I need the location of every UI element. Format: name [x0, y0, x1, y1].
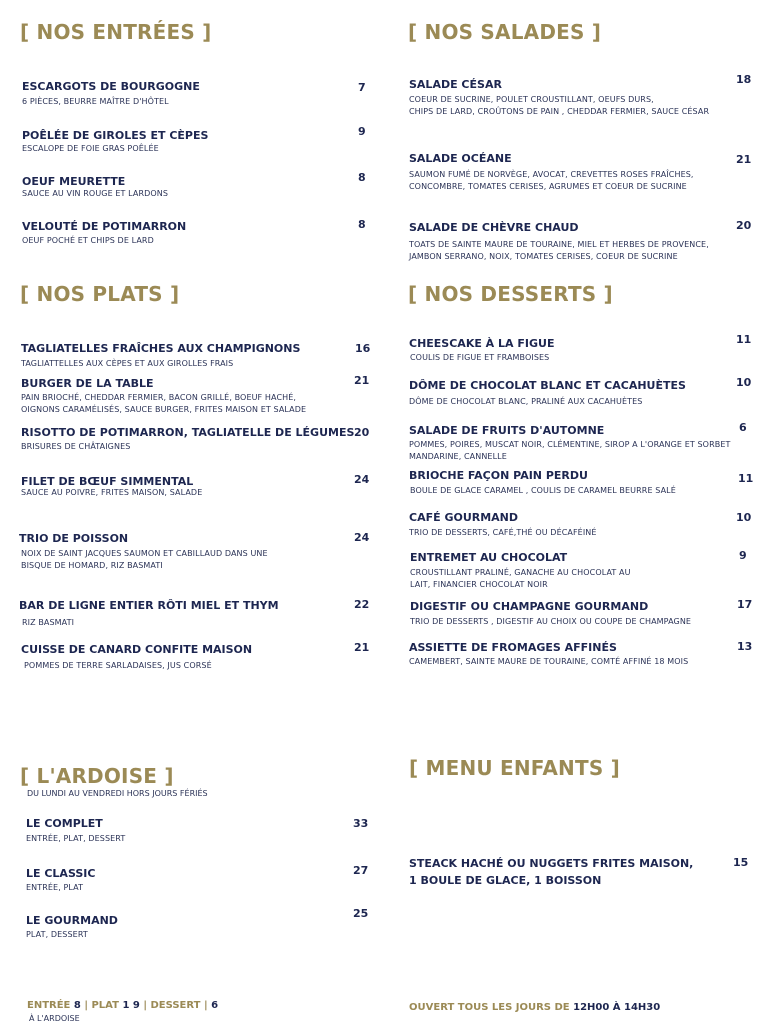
menu-item-name: SALADE DE FRUITS D'AUTOMNE [409, 424, 605, 437]
menu-item-name: RISOTTO DE POTIMARRON, TAGLIATELLE DE LÉGUMES [21, 426, 355, 439]
menu-item-name: DÔME DE CHOCOLAT BLANC ET CACAHUÈTES [409, 379, 686, 392]
menu-item-desc: SAUMON FUMÉ DE NORVÈGE, AVOCAT, CREVETTES ROSES FRAÎCHES, [409, 170, 694, 179]
footer-note: À L'ARDOISE [29, 1014, 80, 1023]
section-title-enfants: [ MENU ENFANTS ] [409, 756, 620, 780]
menu-item-desc: TOATS DE SAINTE MAURE DE TOURAINE, MIEL ET HERBES DE PROVENCE, [409, 240, 709, 249]
ardoise-subtitle: DU LUNDI AU VENDREDI HORS JOURS FÉRIÉS [27, 789, 208, 798]
menu-item-name: SALADE CÉSAR [409, 78, 502, 91]
menu-item-desc: 6 PIÈCES, BEURRE MAÎTRE D'HÔTEL [22, 97, 169, 106]
menu-item-price: 9 [358, 125, 366, 138]
menu-item-desc: BRISURES DE CHÂTAIGNES [21, 442, 131, 451]
footer-separator: | [203, 1000, 212, 1011]
menu-item-name: POÊLÉE DE GIROLES ET CÈPES [22, 129, 209, 142]
menu-item-desc: DÔME DE CHOCOLAT BLANC, PRALINÉ AUX CACAHUÈTES [409, 397, 643, 406]
section-title-entrees: [ NOS ENTRÉES ] [20, 20, 212, 44]
menu-item-name: TAGLIATELLES FRAÎCHES AUX CHAMPIGNONS [21, 342, 301, 355]
menu-item-price: 10 [736, 511, 752, 524]
opening-hours-time: 12H00 À 14H30 [573, 1002, 661, 1013]
menu-item-name: VELOUTÉ DE POTIMARRON [22, 220, 187, 233]
menu-item-desc: NOIX DE SAINT JACQUES SAUMON ET CABILLAUD DANS UNE [21, 549, 268, 558]
menu-item-name: TRIO DE POISSON [19, 532, 129, 545]
footer-plat-price: 1 9 [122, 1000, 140, 1011]
menu-item-name: ASSIETTE DE FROMAGES AFFINÉS [409, 641, 617, 654]
menu-item-name: CUISSE DE CANARD CONFITE MAISON [21, 643, 253, 656]
menu-item-name: BRIOCHE FAÇON PAIN PERDU [409, 469, 588, 482]
menu-item-price: 21 [354, 374, 370, 387]
menu-item-name: BAR DE LIGNE ENTIER RÔTI MIEL ET THYM [19, 599, 279, 612]
menu-item-price: 24 [354, 531, 370, 544]
menu-item-price: 8 [358, 171, 366, 184]
menu-item-price: 13 [737, 640, 753, 653]
menu-item-price: 25 [353, 907, 369, 920]
menu-item-price: 7 [358, 81, 366, 94]
menu-item-price: 21 [736, 153, 752, 166]
menu-item-desc: COULIS DE FIGUE ET FRAMBOISES [410, 353, 550, 362]
menu-item-desc: PLAT, DESSERT [26, 930, 88, 939]
menu-item-name: ENTREMET AU CHOCOLAT [410, 551, 568, 564]
menu-item-desc: JAMBON SERRANO, NOIX, TOMATES CERISES, COEUR DE SUCRINE [409, 252, 678, 261]
menu-item-name: DIGESTIF OU CHAMPAGNE GOURMAND [410, 600, 649, 613]
menu-item-name: SALADE OCÉANE [409, 152, 512, 165]
footer-entree-price: 8 [73, 1000, 81, 1011]
section-title-ardoise: [ L'ARDOISE ] [20, 764, 174, 788]
menu-item-desc: CHIPS DE LARD, CROÛTONS DE PAIN , CHEDDAR FERMIER, SAUCE CÉSAR [409, 107, 710, 116]
menu-item-name: OEUF MEURETTE [22, 175, 126, 188]
opening-hours [409, 1002, 660, 1013]
menu-item-desc: CAMEMBERT, SAINTE MAURE DE TOURAINE, COMTÉ AFFINÉ 18 MOIS [409, 657, 689, 666]
footer-plat-label: PLAT [91, 1000, 123, 1011]
menu-item-price: 8 [358, 218, 366, 231]
menu-item-price: 18 [736, 73, 752, 86]
menu-item-desc: TRIO DE DESSERTS , DIGESTIF AU CHOIX OU COUPE DE CHAMPAGNE [410, 617, 692, 626]
footer-separator: | [139, 1000, 151, 1011]
menu-item-name: LE CLASSIC [26, 867, 96, 880]
menu-item-desc: OIGNONS CARAMÉLISÉS, SAUCE BURGER, FRITES MAISON ET SALADE [21, 405, 307, 414]
menu-item-price: 11 [738, 472, 754, 485]
section-title-plats: [ NOS PLATS ] [20, 282, 180, 306]
footer-separator: | [80, 1000, 92, 1011]
menu-item-desc: LAIT, FINANCIER CHOCOLAT NOIR [410, 580, 548, 589]
menu-item-price: 15 [733, 856, 749, 869]
menu-item-desc: OEUF POCHÉ ET CHIPS DE LARD [22, 236, 154, 245]
section-title-desserts: [ NOS DESSERTS ] [408, 282, 613, 306]
menu-item-price: 33 [353, 817, 369, 830]
menu-item-desc: BISQUE DE HOMARD, RIZ BASMATI [21, 561, 163, 570]
menu-item-name: SALADE DE CHÈVRE CHAUD [409, 221, 579, 234]
menu-item-price: 17 [737, 598, 753, 611]
menu-item-desc: PAIN BRIOCHÉ, CHEDDAR FERMIER, BACON GRILLÉ, BOEUF HACHÉ, [21, 393, 297, 402]
menu-item-desc: BOULE DE GLACE CARAMEL , COULIS DE CARAMEL BEURRE SALÉ [410, 486, 676, 495]
menu-item-desc: ENTRÉE, PLAT [26, 883, 84, 892]
menu-item-price: 16 [355, 342, 371, 355]
footer-prices [27, 1000, 218, 1011]
menu-item-name: FILET DE BŒUF SIMMENTAL [21, 475, 194, 488]
menu-item-price: 9 [739, 549, 747, 562]
menu-item-price: 27 [353, 864, 369, 877]
section-title-salades: [ NOS SALADES ] [408, 20, 602, 44]
menu-item-price: 20 [354, 426, 370, 439]
menu-item-name: ESCARGOTS DE BOURGOGNE [22, 80, 200, 93]
menu-item-name: LE GOURMAND [26, 914, 118, 927]
menu-item-desc: CROUSTILLANT PRALINÉ, GANACHE AU CHOCOLAT AU [410, 568, 631, 577]
menu-item-price: 21 [354, 641, 370, 654]
menu-item-desc: SAUCE AU POIVRE, FRITES MAISON, SALADE [21, 488, 203, 497]
menu-item-desc: TRIO DE DESSERTS, CAFÉ,THÉ OU DÉCAFÉINÉ [409, 528, 597, 537]
footer-dessert-label: DESSERT [150, 1000, 204, 1011]
menu-item-desc: ENTRÉE, PLAT, DESSERT [26, 834, 126, 843]
kids-menu-line: STEACK HACHÉ OU NUGGETS FRITES MAISON, [409, 857, 694, 870]
opening-hours-text: OUVERT TOUS LES JOURS DE [409, 1002, 574, 1013]
kids-menu-line: 1 BOULE DE GLACE, 1 BOISSON [409, 874, 602, 887]
menu-item-desc: MANDARINE, CANNELLE [409, 452, 507, 461]
menu-item-name: BURGER DE LA TABLE [21, 377, 154, 390]
menu-item-desc: TAGLIATTELLES AUX CÈPES ET AUX GIROLLES FRAIS [21, 359, 234, 368]
footer-dessert-price: 6 [211, 1000, 219, 1011]
menu-item-name: CAFÉ GOURMAND [409, 511, 519, 524]
menu-item-price: 6 [739, 421, 747, 434]
menu-item-name: CHEESCAKE À LA FIGUE [409, 337, 555, 350]
menu-item-desc: POMMES DE TERRE SARLADAISES, JUS CORSÉ [24, 661, 212, 670]
menu-item-name: LE COMPLET [26, 817, 103, 830]
menu-item-desc: COEUR DE SUCRINE, POULET CROUSTILLANT, OEUFS DURS, [409, 95, 654, 104]
menu-item-desc: CONCOMBRE, TOMATES CERISES, AGRUMES ET COEUR DE SUCRINE [409, 182, 687, 191]
menu-item-price: 20 [736, 219, 752, 232]
menu-item-desc: POMMES, POIRES, MUSCAT NOIR, CLÉMENTINE, SIROP A L'ORANGE ET SORBET [409, 440, 731, 449]
menu-item-price: 24 [354, 473, 370, 486]
menu-item-price: 22 [354, 598, 370, 611]
footer-entree-label: ENTRÉE [27, 1000, 74, 1011]
menu-item-desc: RIZ BASMATI [22, 618, 75, 627]
menu-item-price: 11 [736, 333, 752, 346]
menu-item-desc: SAUCE AU VIN ROUGE ET LARDONS [22, 189, 169, 198]
menu-item-desc: ESCALOPE DE FOIE GRAS POÊLÉE [22, 144, 159, 153]
menu-item-price: 10 [736, 376, 752, 389]
